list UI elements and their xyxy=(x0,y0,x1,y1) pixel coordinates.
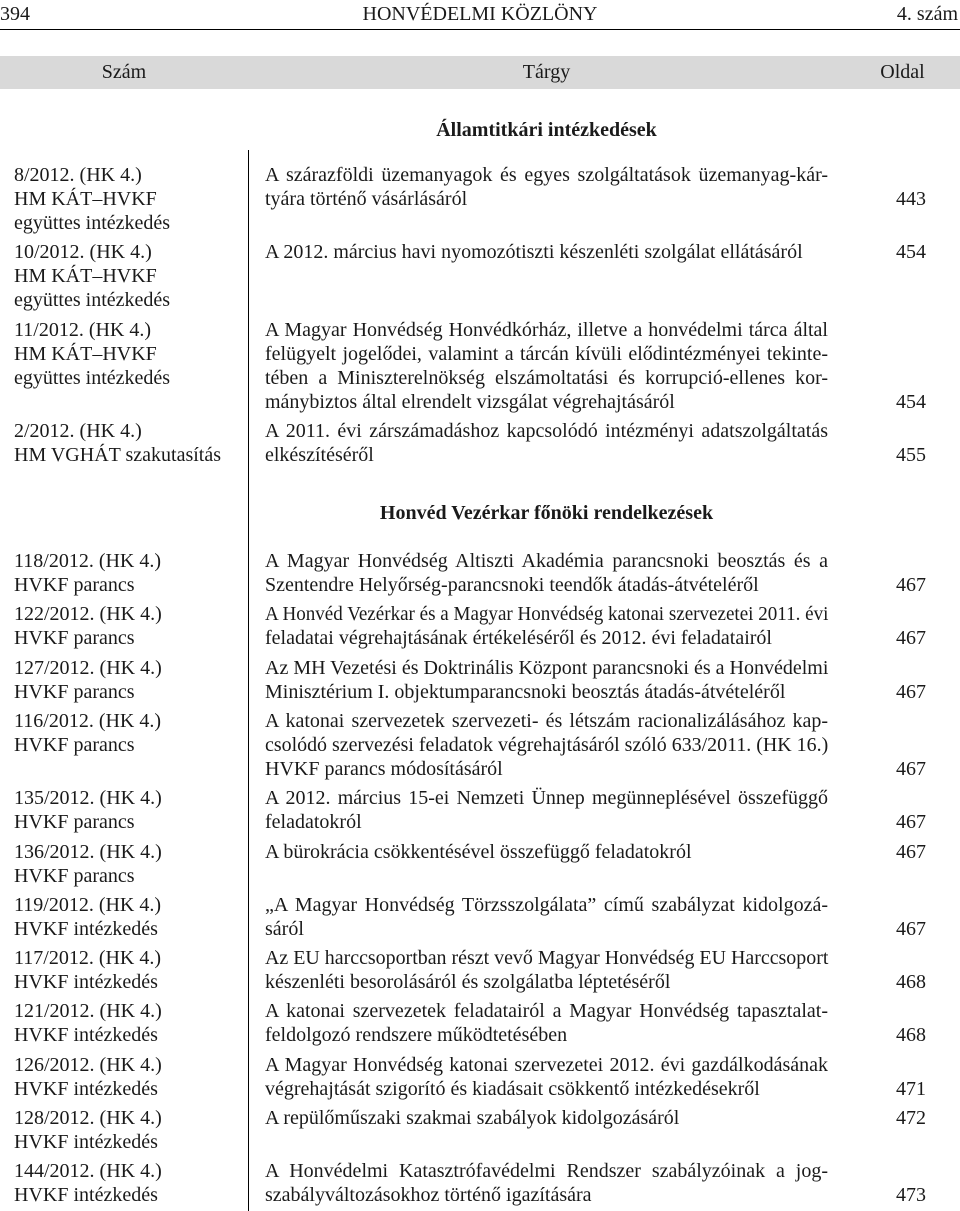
subject-line: végrehajtását szigorító és kiadásait csökkentő intézkedésekről xyxy=(265,1077,760,1100)
subject-line: A repülőműszaki szakmai szabályok kidolgozásáról xyxy=(265,1107,680,1129)
document-number-line: 136/2012. (HK 4.) xyxy=(14,840,162,863)
document-number-line: HVKF parancs xyxy=(14,733,135,756)
document-number-line: 10/2012. (HK 4.) xyxy=(14,241,152,264)
document-number-line: 119/2012. (HK 4.) xyxy=(14,893,162,916)
document-number-line: 116/2012. (HK 4.) xyxy=(14,709,162,732)
section-title: Államtitkári intézkedések xyxy=(436,119,657,141)
subject-line: szabályváltozásokhoz történő igazítására xyxy=(265,1184,592,1207)
page-reference: 468 xyxy=(896,971,926,994)
subject-line: csolódó szervezési feladatok végrehajtásáról szóló 633/2011. (HK 16.) xyxy=(265,733,829,756)
column-header-number: Szám xyxy=(101,61,147,83)
section-title: Honvéd Vezérkar főnöki rendelkezések xyxy=(379,502,714,524)
subject-line: Szentendre Helyőrség-parancsnoki teendők átadás-átvételéről xyxy=(265,574,759,596)
header-rule xyxy=(0,29,960,30)
page-reference: 468 xyxy=(896,1024,926,1047)
column-header-subject: Tárgy xyxy=(522,61,571,83)
subject-line: Az MH Vezetési és Doktrinális Központ parancsnoki és a Honvédelmi xyxy=(265,656,829,679)
document-number-line: 144/2012. (HK 4.) xyxy=(14,1160,162,1183)
document-number-line: 118/2012. (HK 4.) xyxy=(14,550,162,572)
column-divider xyxy=(248,150,249,1211)
subject-line: A 2011. évi zárszámadáshoz kapcsolódó intézményi adatszolgáltatás xyxy=(265,419,828,442)
page-reference: 471 xyxy=(896,1077,926,1100)
document-number-line: HVKF intézkedés xyxy=(14,1024,158,1047)
document-number-line: HVKF intézkedés xyxy=(14,1184,158,1207)
subject-line: A Honvédelmi Katasztrófavédelmi Rendszer szabályzóinak a jog- xyxy=(265,1160,828,1183)
document-number-line: HVKF intézkedés xyxy=(14,917,158,940)
page-reference: 467 xyxy=(896,680,926,703)
document-number-line: 11/2012. (HK 4.) xyxy=(14,318,152,341)
subject-line: mánybiztos által elrendelt vizsgálat végrehajtásáról xyxy=(265,390,675,413)
page-reference: 443 xyxy=(896,188,926,210)
document-number-line: HVKF parancs xyxy=(14,811,135,834)
document-number-line: HM VGHÁT szakutasítás xyxy=(14,443,222,466)
document-number-line: HM KÁT–HVKF xyxy=(14,342,157,365)
subject-line: A katonai szervezetek feladatairól a Magyar Honvédség tapasztalat- xyxy=(265,1000,828,1023)
subject-line: elkészítéséről xyxy=(265,443,374,466)
subject-line: A Magyar Honvédség katonai szervezetei 2012. évi gazdálkodásának xyxy=(265,1053,828,1076)
page-reference: 473 xyxy=(896,1184,926,1207)
page-reference: 467 xyxy=(896,811,926,834)
subject-line: Minisztérium I. objektumparancsnoki beosztás átadás-átvételéről xyxy=(265,680,786,703)
subject-line: feldolgozó rendszere működtetésében xyxy=(265,1024,568,1047)
document-number-line: 2/2012. (HK 4.) xyxy=(14,419,142,442)
document-number-line: 8/2012. (HK 4.) xyxy=(14,164,142,186)
subject-line: tyára történő vásárlásáról xyxy=(265,188,468,210)
issue-label: 4. szám xyxy=(896,3,958,25)
document-number-line: 121/2012. (HK 4.) xyxy=(14,1000,162,1023)
document-number-line: HVKF parancs xyxy=(14,680,135,703)
document-number-line: 128/2012. (HK 4.) xyxy=(14,1107,162,1129)
page-reference: 467 xyxy=(896,917,926,940)
document-number-line: 127/2012. (HK 4.) xyxy=(14,656,162,679)
subject-line: A Magyar Honvédség Altiszti Akadémia parancsnoki beosztás és a xyxy=(265,550,828,572)
page-reference: 467 xyxy=(896,757,926,780)
subject-line: feladatai végrehajtásának értékeléséről és 2012. évi feladatairól xyxy=(265,627,772,650)
page-reference: 454 xyxy=(896,390,926,413)
page-reference: 472 xyxy=(896,1107,926,1129)
document-number-line: 135/2012. (HK 4.) xyxy=(14,787,162,810)
document-number-line: HVKF parancs xyxy=(14,864,135,887)
document-number-line: HVKF intézkedés xyxy=(14,971,158,994)
document-number-line: együttes intézkedés xyxy=(14,289,171,312)
document-number-line: 117/2012. (HK 4.) xyxy=(14,947,162,970)
column-header-band xyxy=(0,56,960,89)
subject-line: A 2012. március havi nyomozótiszti készenléti szolgálat ellátásáról xyxy=(265,241,803,264)
subject-line: HVKF parancs módosításáról xyxy=(265,757,503,780)
document-number-line: együttes intézkedés xyxy=(14,366,171,389)
page-number: 394 xyxy=(0,3,30,25)
subject-line: A Magyar Honvédség Honvédkórház, illetve a honvédelmi tárca által xyxy=(265,318,828,341)
subject-line: felügyelt jogelődei, valamint a tárcán kívüli elődintézményei tekinte- xyxy=(265,342,828,365)
column-header-page: Oldal xyxy=(880,61,925,83)
page-reference: 467 xyxy=(896,840,926,863)
document-number-line: HVKF intézkedés xyxy=(14,1077,158,1100)
subject-line: „A Magyar Honvédség Törzsszolgálata” című szabályzat kidolgozá- xyxy=(265,893,828,916)
document-number-line: HM KÁT–HVKF xyxy=(14,265,157,288)
subject-line: A Honvéd Vezérkar és a Magyar Honvédség katonai szervezetei 2011. évi xyxy=(265,603,829,626)
document-number-line: HM KÁT–HVKF xyxy=(14,188,157,210)
subject-line: tében a Miniszterelnökség elszámoltatási és korrupció-ellenes kor- xyxy=(265,366,828,389)
subject-line: A bürokrácia csökkentésével összefüggő feladatokról xyxy=(265,840,692,863)
document-number-line: HVKF intézkedés xyxy=(14,1131,158,1153)
page-reference: 467 xyxy=(896,574,926,596)
document-number-line: 122/2012. (HK 4.) xyxy=(14,603,162,626)
subject-line: A 2012. március 15-ei Nemzeti Ünnep megünneplésével összefüggő xyxy=(265,787,828,810)
subject-line: Az EU harccsoportban részt vevő Magyar Honvédség EU Harccsoport xyxy=(265,947,829,970)
document-number-line: HVKF parancs xyxy=(14,574,135,596)
page-reference: 455 xyxy=(896,443,926,466)
subject-line: feladatokról xyxy=(265,811,362,834)
subject-line: A szárazföldi üzemanyagok és egyes szolgáltatások üzemanyag-kár- xyxy=(265,164,828,186)
subject-line: A katonai szervezetek szervezeti- és létszám racionalizálásához kap- xyxy=(265,709,828,732)
page-reference: 454 xyxy=(896,241,926,264)
page-reference: 467 xyxy=(896,627,926,650)
journal-title: HONVÉDELMI KÖZLÖNY xyxy=(362,3,598,25)
subject-line: készenléti besorolásáról és szolgálatba léptetéséről xyxy=(265,971,671,994)
document-number-line: 126/2012. (HK 4.) xyxy=(14,1053,162,1076)
document-number-line: HVKF parancs xyxy=(14,627,135,650)
subject-line: sáról xyxy=(265,917,304,940)
document-number-line: együttes intézkedés xyxy=(14,212,171,234)
